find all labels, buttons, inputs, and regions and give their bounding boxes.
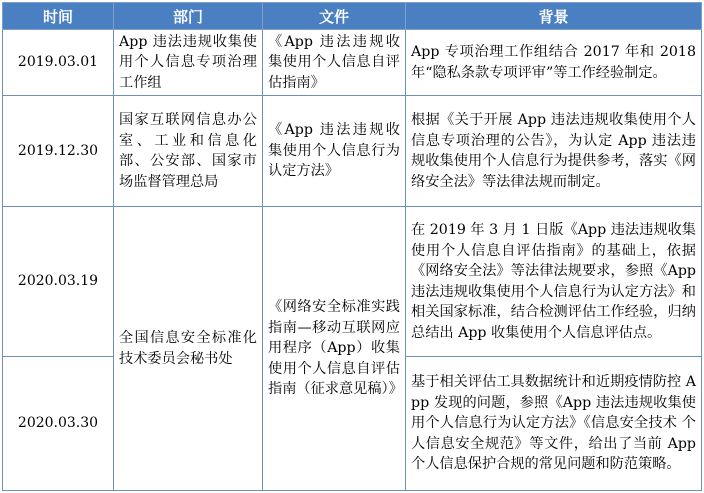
table-header-row (3, 3, 702, 30)
row-background: 基于相关评估工具数据统计和近期疫情防控 App 发现的问题，参照《App 违法违规收集使用个人信息行为认定方法》《信息安全技术 个人信息安全规范》等文件，给出了当前 App 个人信息保护合规的常见问题和防范策略。 (406, 357, 702, 491)
header-document: 文件 (263, 3, 406, 30)
row-background: 在 2019 年 3 月 1 日版《App 违法违规收集使用个人信息自评估指南》的基础上，依据《网络安全法》等法律法规要求，参照《App 违法违规收集使用个人信息行为认定方法》和相关国家标准，结合检测评估工作经验，归纳总结出 App 收集使用个人信息评估点。 (406, 207, 702, 357)
row-document: 《App 违法违规收集使用个人信息自评估指南》 (263, 30, 406, 96)
row-department: 全国信息安全标准化技术委员会秘书处 (114, 207, 263, 491)
row-date: 2019.03.01 (3, 30, 114, 96)
row-date: 2020.03.30 (3, 357, 114, 491)
header-department: 部门 (114, 3, 263, 30)
row-department: 国家互联网信息办公室、工业和信息化部、公安部、国家市场监督管理总局 (114, 96, 263, 207)
policy-table (2, 2, 702, 491)
row-document: 《网络安全标准实践指南—移动互联网应用程序（App）收集使用个人信息自评估指南（征求意见稿）》 (263, 207, 406, 491)
row-date: 2019.12.30 (3, 96, 114, 207)
table-row (3, 30, 702, 96)
row-document: 《App 违法违规收集使用个人信息行为认定方法》 (263, 96, 406, 207)
row-department: App 违法违规收集使用个人信息专项治理工作组 (114, 30, 263, 96)
table-row (3, 207, 702, 357)
row-background: 根据《关于开展 App 违法违规收集使用个人信息专项治理的公告》，为认定 App 违法违规收集使用个人信息行为提供参考，落实《网络安全法》等法律法规而制定。 (406, 96, 702, 207)
row-date: 2020.03.19 (3, 207, 114, 357)
table-row (3, 96, 702, 207)
row-background: App 专项治理工作组结合 2017 年和 2018 年“隐私条款专项评审”等工作经验制定。 (406, 30, 702, 96)
header-background: 背景 (406, 3, 702, 30)
header-time: 时间 (3, 3, 114, 30)
